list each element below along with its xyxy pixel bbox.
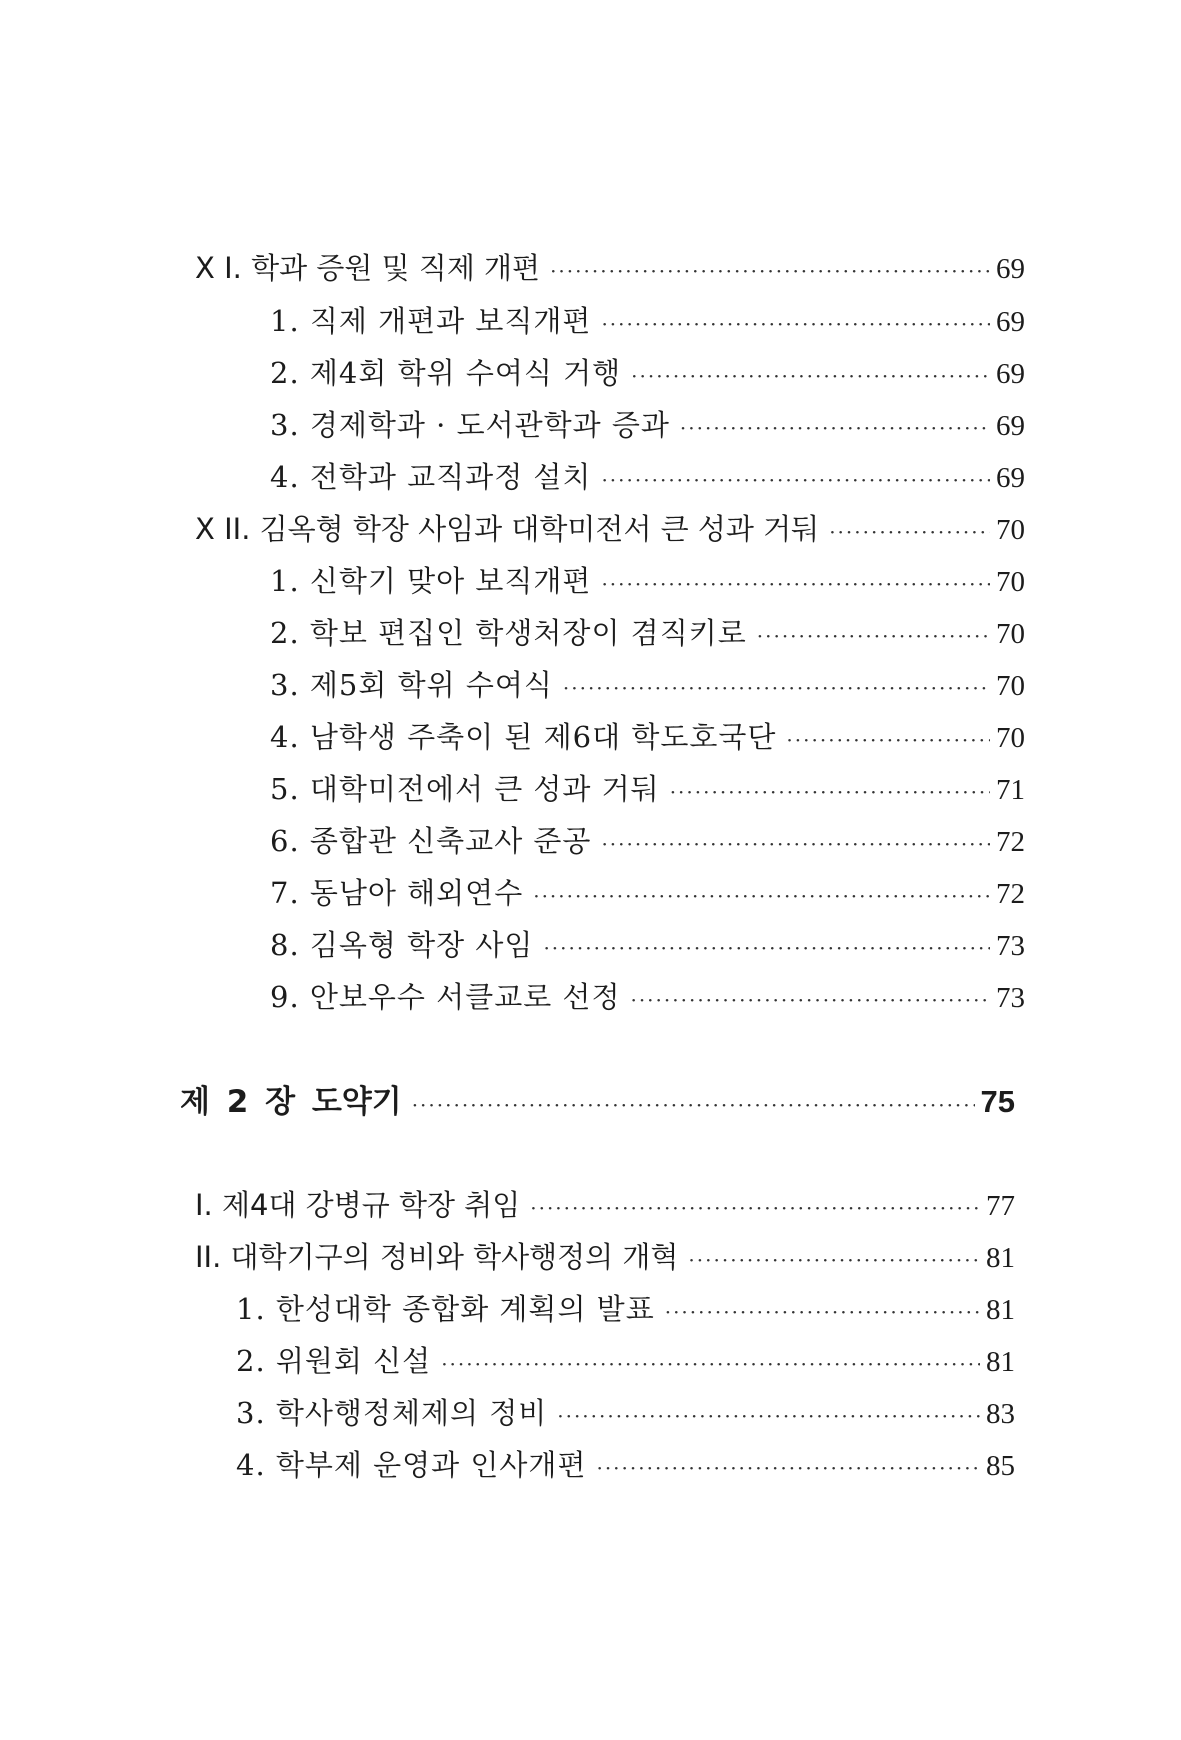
toc-item[interactable] — [270, 561, 1025, 601]
toc-entry-title: 2. 학보 편집인 학생처장이 겸직키로 — [270, 616, 747, 650]
toc-item[interactable] — [270, 821, 1025, 861]
dot-leader — [557, 1396, 980, 1436]
toc-chapter-title: 제 2 장 도약기 — [180, 1084, 402, 1120]
toc-entry-title: I. 제4대 강병규 학장 취임 — [195, 1188, 521, 1222]
toc-section-11[interactable] — [195, 248, 1025, 288]
toc-section-2[interactable] — [195, 1237, 1015, 1277]
toc-entry-title: 4. 학부제 운영과 인사개편 — [236, 1448, 587, 1482]
toc-page-number: 70 — [996, 722, 1025, 754]
toc-entry-title: 5. 대학미전에서 큰 성과 거둬 — [270, 772, 660, 806]
toc-entry-title: 3. 제5회 학위 수여식 — [270, 668, 553, 702]
dot-leader — [596, 1448, 980, 1488]
dot-leader — [631, 356, 990, 396]
dot-leader — [665, 1292, 980, 1332]
toc-page-number: 70 — [996, 618, 1025, 650]
toc-page-number: 72 — [996, 878, 1025, 910]
toc-page-number: 70 — [996, 670, 1025, 702]
dot-leader — [630, 980, 990, 1020]
toc-item[interactable] — [270, 353, 1025, 393]
toc-page-number: 71 — [996, 774, 1025, 806]
toc-page-number: 69 — [996, 462, 1025, 494]
dot-leader — [412, 1083, 975, 1127]
dot-leader — [543, 928, 990, 968]
toc-page-number: 81 — [986, 1242, 1015, 1274]
dot-leader — [829, 512, 990, 552]
dot-leader — [601, 460, 990, 500]
dot-leader — [441, 1344, 980, 1384]
dot-leader — [550, 251, 990, 291]
toc-chapter-2[interactable] — [180, 1080, 1015, 1124]
toc-entry-title: X I. 학과 증원 및 직제 개편 — [195, 251, 541, 285]
dot-leader — [670, 772, 990, 812]
toc-entry-title: 4. 전학과 교직과정 설치 — [270, 460, 592, 494]
toc-entry-title: 2. 위원회 신설 — [236, 1344, 432, 1378]
toc-item[interactable] — [236, 1289, 1015, 1329]
toc-item[interactable] — [236, 1341, 1015, 1381]
toc-entry-title: X II. 김옥형 학장 사임과 대학미전서 큰 성과 거둬 — [195, 512, 820, 546]
toc-page-number: 70 — [996, 514, 1025, 546]
toc-page-number: 85 — [986, 1450, 1015, 1482]
toc-entry-title: 3. 경제학과 · 도서관학과 증과 — [270, 408, 670, 442]
toc-page-number: 69 — [996, 358, 1025, 390]
toc-page-number: 69 — [996, 253, 1025, 285]
dot-leader — [530, 1188, 980, 1228]
toc-entry-title: 1. 신학기 맞아 보직개편 — [270, 564, 592, 598]
toc-item[interactable] — [270, 405, 1025, 445]
toc-page-number: 81 — [986, 1294, 1015, 1326]
dot-leader — [601, 564, 990, 604]
toc-item[interactable] — [270, 717, 1025, 757]
toc-entry-title: 6. 종합관 신축교사 준공 — [270, 824, 592, 858]
toc-entry-title: 1. 한성대학 종합화 계획의 발표 — [236, 1292, 655, 1326]
toc-entry-title: 8. 김옥형 학장 사임 — [270, 928, 534, 962]
toc-entry-title: 7. 동남아 해외연수 — [270, 876, 524, 910]
toc-item[interactable] — [270, 873, 1025, 913]
dot-leader — [601, 824, 990, 864]
dot-leader — [786, 720, 990, 760]
dot-leader — [601, 304, 990, 344]
toc-item[interactable] — [270, 457, 1025, 497]
toc-page-number: 81 — [986, 1346, 1015, 1378]
toc-page-number: 77 — [986, 1190, 1015, 1222]
toc-entry-title: 1. 직제 개편과 보직개편 — [270, 304, 592, 338]
toc-page-number: 69 — [996, 306, 1025, 338]
toc-item[interactable] — [270, 301, 1025, 341]
toc-section-1[interactable] — [195, 1185, 1015, 1225]
dot-leader — [680, 408, 990, 448]
toc-page-number: 73 — [996, 982, 1025, 1014]
dot-leader — [757, 616, 990, 656]
toc-item[interactable] — [270, 977, 1025, 1017]
dot-leader — [563, 668, 990, 708]
dot-leader — [688, 1240, 980, 1280]
toc-item[interactable] — [236, 1445, 1015, 1485]
toc-section-12[interactable] — [195, 509, 1025, 549]
toc-entry-title: 4. 남학생 주축이 된 제6대 학도호국단 — [270, 720, 777, 754]
toc-page-number: 69 — [996, 410, 1025, 442]
toc-item[interactable] — [270, 613, 1025, 653]
toc-entry-title: 3. 학사행정체제의 정비 — [236, 1396, 548, 1430]
toc-page-number: 73 — [996, 930, 1025, 962]
toc-item[interactable] — [270, 925, 1025, 965]
toc-page-number: 72 — [996, 826, 1025, 858]
toc-entry-title: 9. 안보우수 서클교로 선정 — [270, 980, 621, 1014]
toc-item[interactable] — [236, 1393, 1015, 1433]
toc-entry-title: 2. 제4회 학위 수여식 거행 — [270, 356, 622, 390]
toc-entry-title: II. 대학기구의 정비와 학사행정의 개혁 — [195, 1240, 679, 1274]
dot-leader — [533, 876, 990, 916]
toc-page-number: 75 — [980, 1084, 1015, 1119]
toc-item[interactable] — [270, 769, 1025, 809]
toc-page-number: 83 — [986, 1398, 1015, 1430]
toc-item[interactable] — [270, 665, 1025, 705]
toc-page-number: 70 — [996, 566, 1025, 598]
